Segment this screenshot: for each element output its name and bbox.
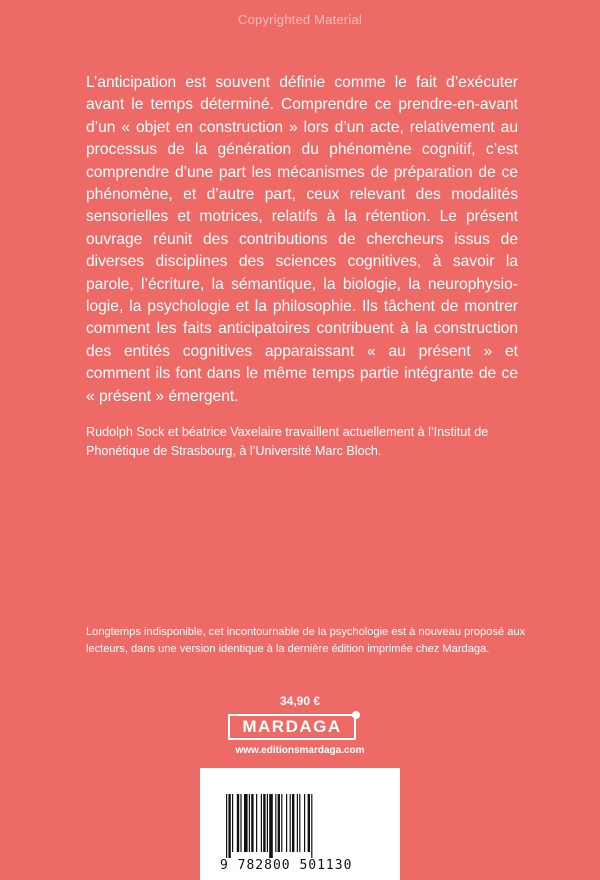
barcode-bar — [299, 794, 300, 852]
barcode-bar — [249, 794, 250, 852]
barcode-bar — [297, 794, 298, 852]
reissue-note-text: Longtemps indisponible, cet incontournable de la psychologie est à nouveau proposé aux lecteurs, dans une version identique à la dernière édition imprimée chez Mardaga. — [86, 626, 526, 655]
publisher-name: MARDAGA — [242, 717, 342, 736]
barcode-bar — [275, 794, 276, 852]
publisher-logo — [228, 714, 356, 740]
barcode-bar — [292, 794, 294, 852]
publisher-website: www.editionsmardaga.com — [235, 745, 365, 756]
barcode-bar — [263, 794, 265, 852]
barcode-area — [200, 768, 400, 880]
barcode-bar — [237, 794, 239, 852]
price-label: 34,90 € — [279, 694, 321, 708]
back-cover-description — [86, 72, 518, 408]
barcode-bar — [269, 794, 273, 858]
barcode-bar — [261, 794, 262, 852]
barcode-bar — [281, 794, 282, 852]
barcode-digits: 9 782800 501130 — [220, 858, 353, 873]
barcode-bar — [304, 794, 305, 852]
barcode-bar — [290, 794, 291, 852]
barcode-bar — [251, 794, 253, 852]
authors-note — [86, 423, 526, 460]
logo-dot-icon — [352, 711, 360, 719]
authors-note-text: Rudolph Sock et béatrice Vaxelaire travaillent actuellement à l’Institut de Phonétique de Strasbourg, à l’Université Marc Bloch. — [86, 425, 489, 458]
barcode-bar — [232, 794, 233, 852]
barcode-bar — [244, 794, 248, 852]
barcode-icon — [224, 794, 376, 858]
barcode-bar — [311, 794, 312, 858]
description-paragraph: L’anticipation est souvent définie comme le fait d’exécuter avant le temps déterminé. Comprendre ce prendre-en-avant d’un « objet en construction » lors d’un acte, relativement au processus de la génération du phénomène cognitif, c’est comprendre d’une part les mécanismes de préparation de ce phénomène, et d’autre part, ceux relevant des modalités sensorielles et motrices, relatifs à la rétention. Le présent ouvrage réunit des contributions de chercheurs issus de diverses disciplines des sciences cognitives, à savoir la parole, l’écriture, la sémantique, la biologie, la neurophysiologie, la psychologie et la philosophie. Ils tâchent de montrer comment les faits anticipatoires contribuent à la construction des entités cognitives apparaissant « au présent » et comment ils font dans le même temps partie intégrante de ce « présent » émergent. — [86, 74, 518, 405]
barcode-bar — [228, 794, 230, 858]
reissue-note — [86, 624, 526, 657]
barcode-bar — [240, 794, 241, 852]
barcode-bar — [226, 794, 227, 858]
copyright-watermark: Copyrighted Material — [238, 12, 362, 27]
barcode-bar — [308, 794, 310, 852]
barcode-bar — [286, 794, 287, 852]
barcode-bar — [278, 794, 280, 852]
barcode-bar — [256, 794, 257, 852]
barcode-bar — [267, 794, 268, 852]
